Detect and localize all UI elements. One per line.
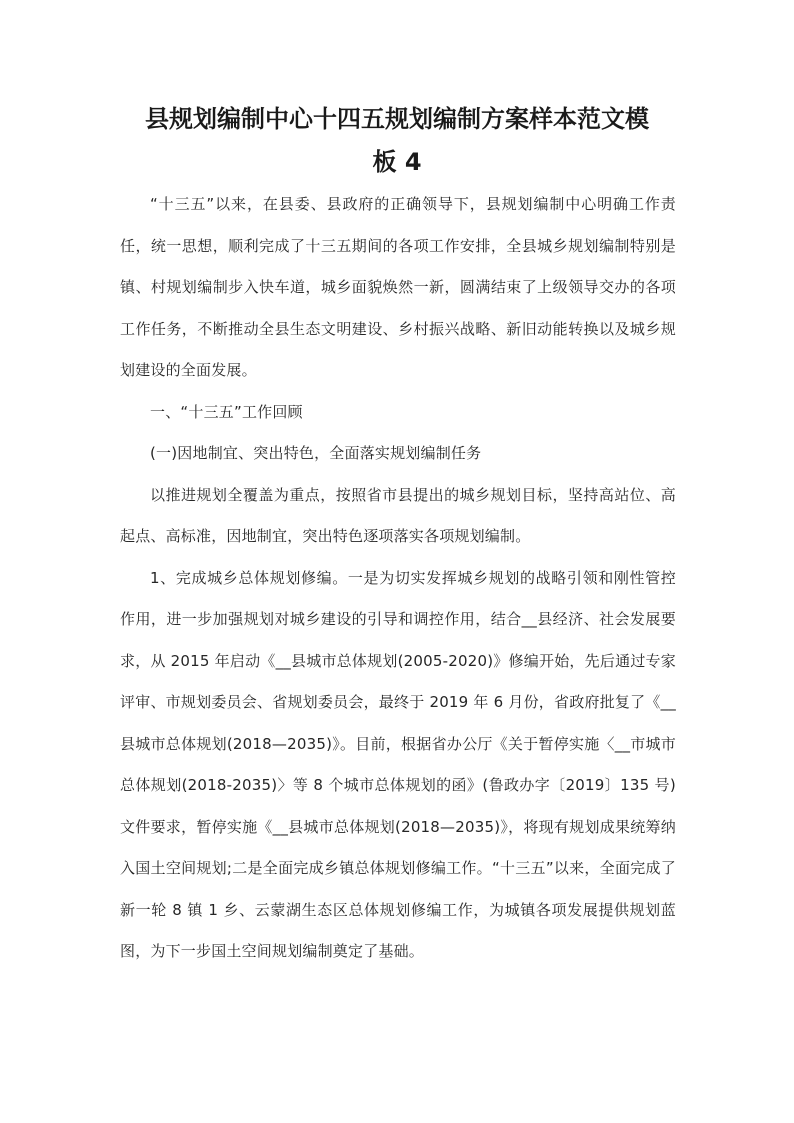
item-1-paragraph: 1、完成城乡总体规划修编。一是为切实发挥城乡规划的战略引领和刚性管控作用，进一步加强规划对城乡建设的引导和调控作用，结合__县经济、社会发展要求，从 2015 年启动《__县城市总体规划(2005-2020)》修编开始，先后通过专家评审、市规划委员会、省规划委员会，最终于 2019 年 6 月份，省政府批复了《__县城市总体规划(2018—2035)》。目前，根据省办公厅《关于暂停实施〈__市城市总体规划(2018-2035)〉等 8 个城市总体规划的函》(鲁政办字〔2019〕135 号)文件要求，暂停实施《__县城市总体规划(2018—2035)》，将现有规划成果统筹纳入国土空间规划;二是全面完成乡镇总体规划修编工作。“十三五”以来，全面完成了新一轮 8 镇 1 乡、云蒙湖生态区总体规划修编工作，为城镇各项发展提供规划蓝图，为下一步国土空间规划编制奠定了基础。 xyxy=(120,568,676,960)
intro-paragraph: “十三五”以来，在县委、县政府的正确领导下，县规划编制中心明确工作责任，统一思想，顺利完成了十三五期间的各项工作安排，全县城乡规划编制特别是镇、村规划编制步入快车道，城乡面貌焕然一新，圆满结束了上级领导交办的各项工作任务，不断推动全县生态文明建设、乡村振兴战略、新旧动能转换以及城乡规划建设的全面发展。 xyxy=(120,195,676,379)
document-title-line-2: 板 4 xyxy=(372,148,422,176)
section-heading: 一、“十三五”工作回顾 xyxy=(150,402,303,421)
document-title-line-1: 县规划编制中心十四五规划编制方案样本范文模 xyxy=(145,105,649,133)
document-body xyxy=(120,184,676,973)
subsection-heading: (一)因地制宜、突出特色，全面落实规划编制任务 xyxy=(150,444,482,462)
subsection-intro-paragraph: 以推进规划全覆盖为重点，按照省市县提出的城乡规划目标，坚持高站位、高起点、高标准，因地制宜，突出特色逐项落实各项规划编制。 xyxy=(120,485,676,545)
